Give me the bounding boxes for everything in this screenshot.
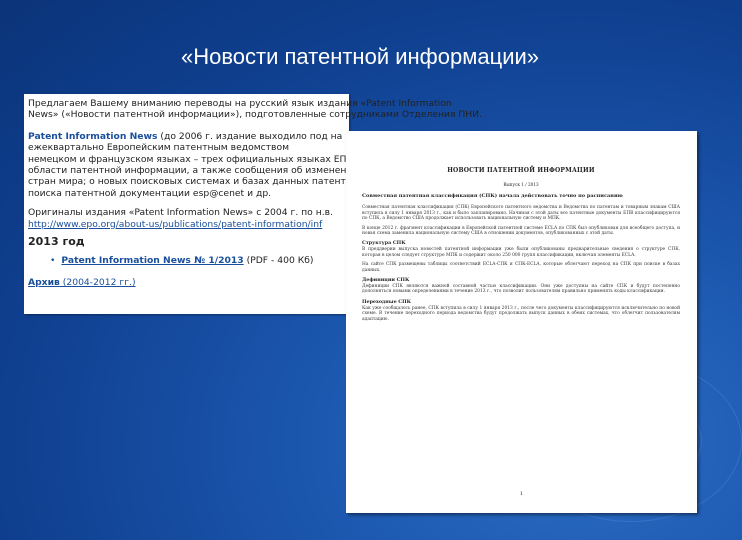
- terms-text: Как уже сообщалось ранее, СПК вступила в силу 1 января 2013 г., после чего документы классифицируются исключительно по новой схеме. В течение переходного периода ведомства будут продолжать выпуск данных в обеих системах, что облегчит пользователям адаптацию.: [362, 305, 680, 322]
- structure-text: В преддверии выпуска новостей патентной информации уже были опубликованы предварительные сведения о структуре СПК, которая в целом следует структуре МПК и содержит около 250 000 групп классификации, включая элементы ECLA.: [362, 247, 680, 258]
- intro-line-2: News» («Новости патентной информации»), подготовленные сотрудниками Отделения ПНИ.: [28, 109, 482, 121]
- document-scan: [346, 131, 697, 513]
- about-line-3: немецком и французском языках – трех официальных языках ЕП: [28, 153, 347, 165]
- issue-size: (PDF - 400 Кб): [243, 255, 314, 267]
- document-date: Выпуск 1 / 2013: [503, 182, 539, 187]
- definitions-heading: Дефиниции СПК: [362, 277, 410, 284]
- about-line-5: стран мира; о новых поисковых системах и базах данных патент: [28, 176, 346, 188]
- structure-heading: Структура СПК: [362, 240, 406, 247]
- page-number: 1: [519, 491, 524, 497]
- year-heading: 2013 год: [28, 235, 85, 249]
- about-line-2: ежеквартально Европейским патентным ведомством: [28, 142, 290, 154]
- issue-list-item: [50, 255, 388, 266]
- archive-line: [28, 277, 388, 288]
- definitions-text: Дефиниции СПК являются важной составной частью классификации. Они уже доступны на сайте СПК и будут постепенно дополняться новыми определениями в течение 2013 г., что позволит пользователям правильно применять коды классификации.: [362, 284, 680, 295]
- intro-line-1: Предлагаем Вашему вниманию переводы на русский язык издания «Patent Information: [28, 98, 452, 109]
- slide-title: «Новости патентной информации»: [180, 44, 540, 69]
- publication-name: Patent Information News: [28, 130, 158, 142]
- document-paragraph: Совместная патентная классификация (СПК) Европейского патентного ведомства и Ведомства по патентам и товарным знакам США вступила в силу 1 января 2013 г., как и было запланировано. Начиная с этой даты все патентные документы ЕПВ классифицируются по СПК, а Ведомство США продолжает использовать национальную систему и МПК.: [362, 205, 680, 222]
- document-paragraph: В конце 2012 г. фрагмент классификации в Европейской патентной системе ECLA по СПК был опубликован для всеобщего доступа, и новая схема заменила национальную систему США в отношении документов, опубликованных с этой даты.: [362, 225, 680, 237]
- terms-heading: Переходные СПК: [362, 298, 411, 305]
- issue-link[interactable]: Patent Information News № 1/2013: [61, 255, 244, 267]
- original-label: Оригиналы издания «Patent Information News» с 2004 г. по н.в.: [28, 207, 333, 219]
- document-heading: Совместная патентная классификация (СПК) начала действовать точно по расписанию: [362, 193, 623, 199]
- archive-years[interactable]: (2004-2012 гг.): [59, 276, 136, 288]
- about-line-1: Patent Information News (до 2006 г. издание выходило под на: [28, 130, 343, 142]
- note-text: На сайте СПК размещены таблицы соответствий ECLA-СПК и СПК-ECLA, которые облегчают переход на СПК при поиске в базах данных.: [362, 262, 680, 273]
- about-line-6: поиска патентной документации esp@cenet и др.: [28, 187, 272, 199]
- archive-link[interactable]: Архив: [28, 276, 60, 288]
- document-title: НОВОСТИ ПАТЕНТНОЙ ИНФОРМАЦИИ: [447, 167, 595, 174]
- about-line-4: области патентной информации, а также сообщения об изменен: [28, 165, 347, 177]
- original-url-link[interactable]: http://www.epo.org/about-us/publications/patent-information/inf: [28, 218, 323, 230]
